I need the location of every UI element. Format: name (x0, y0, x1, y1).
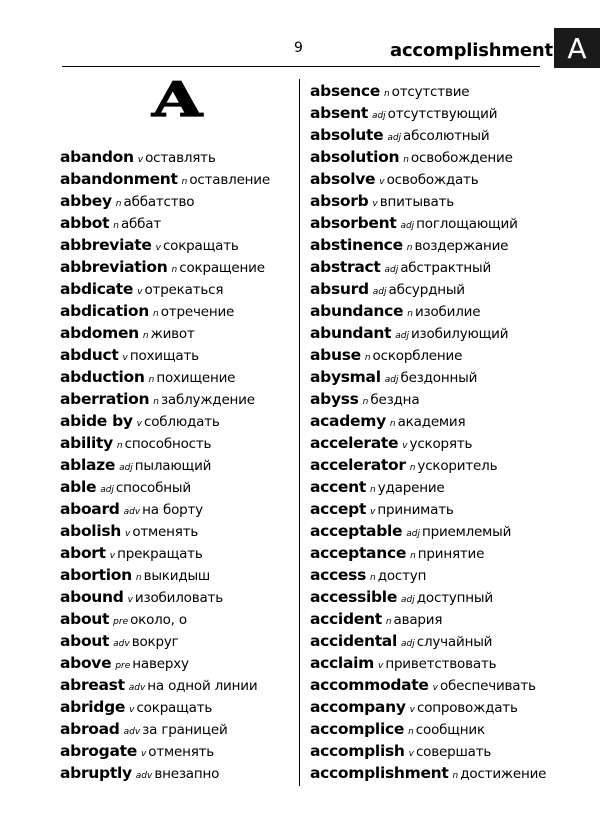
entry-headword: abrogate (60, 742, 137, 760)
entry-part-of-speech: adv (123, 507, 141, 517)
dictionary-entry (310, 190, 546, 212)
entry-headword: accessible (310, 588, 398, 606)
entry-translation: ускорять (409, 436, 473, 452)
entry-translation: способность (124, 436, 212, 452)
entry-part-of-speech: n (153, 397, 159, 407)
dictionary-entry (310, 674, 546, 696)
entry-part-of-speech: v (136, 419, 142, 429)
entry-part-of-speech: n (409, 463, 416, 473)
entry-part-of-speech: adj (372, 287, 387, 297)
dictionary-entry (310, 168, 546, 190)
entry-headword: accommodate (310, 676, 429, 694)
entry-translation: аббатство (123, 194, 195, 210)
entry-translation: около, о (130, 612, 187, 628)
entry-headword: abbot (60, 214, 110, 232)
dictionary-entry (310, 432, 546, 454)
entry-translation: бездонный (400, 370, 478, 386)
entry-translation: пылающий (134, 458, 212, 474)
entry-part-of-speech: n (153, 309, 159, 319)
entry-headword: accelerator (310, 456, 406, 474)
dictionary-entry (310, 146, 546, 168)
entry-part-of-speech: n (407, 309, 413, 319)
entry-headword: able (60, 478, 97, 496)
entry-part-of-speech: n (410, 551, 416, 561)
dictionary-entry (60, 630, 270, 652)
column-divider (299, 79, 300, 786)
entry-headword: accelerate (310, 434, 399, 452)
entry-translation: обеспечивать (439, 678, 536, 694)
entry-translation: доступ (377, 568, 427, 584)
entry-headword: accomplice (310, 720, 405, 738)
entry-translation: сокращать (162, 238, 239, 254)
entry-part-of-speech: v (127, 595, 133, 605)
entry-part-of-speech: adv (128, 683, 146, 693)
entry-part-of-speech: n (113, 221, 119, 231)
entry-headword: accept (310, 500, 367, 518)
dictionary-entry (310, 124, 546, 146)
entry-part-of-speech: v (140, 749, 147, 759)
entry-part-of-speech: n (403, 155, 409, 165)
dictionary-entry (60, 476, 270, 498)
dictionary-entry (60, 762, 270, 784)
entry-part-of-speech: adv (123, 727, 141, 737)
entry-part-of-speech: n (383, 89, 390, 99)
dictionary-entry (310, 542, 546, 564)
entry-headword: aberration (60, 390, 150, 408)
dictionary-entry (60, 586, 270, 608)
entry-headword: abduct (60, 346, 119, 364)
entry-translation: на одной линии (147, 678, 258, 694)
entry-translation: авария (393, 612, 443, 628)
dictionary-entry (60, 190, 270, 212)
entry-headword: abyss (310, 390, 359, 408)
entry-translation: доступный (416, 590, 493, 606)
entry-part-of-speech: adj (384, 375, 399, 385)
dictionary-entry (60, 146, 270, 168)
entry-headword: abreast (60, 676, 125, 694)
dictionary-entry (60, 432, 270, 454)
entry-part-of-speech: adj (371, 111, 386, 121)
dictionary-entry (310, 256, 546, 278)
entry-translation: отменять (132, 524, 199, 540)
dictionary-entry (310, 608, 546, 630)
dictionary-entry (310, 410, 546, 432)
entry-part-of-speech: n (148, 375, 155, 385)
entry-part-of-speech: v (432, 683, 438, 693)
entry-headword: abbreviation (60, 258, 168, 276)
dictionary-entry (310, 322, 546, 344)
section-letter-heading: A (152, 72, 203, 128)
dictionary-entry (60, 608, 270, 630)
entry-part-of-speech: v (137, 155, 144, 165)
entry-part-of-speech: pre (115, 661, 131, 671)
entry-translation: ударение (377, 480, 445, 496)
entry-translation: прекращать (117, 546, 203, 562)
entry-translation: аббат (120, 216, 161, 232)
dictionary-entry (60, 652, 270, 674)
entry-translation: заблуждение (160, 392, 255, 408)
entry-part-of-speech: n (362, 397, 369, 407)
entry-part-of-speech: n (370, 573, 376, 583)
entry-translation: оставление (189, 172, 270, 188)
dictionary-entry (310, 630, 546, 652)
dictionary-entry (310, 762, 546, 784)
entry-translation: отсутствие (391, 84, 470, 100)
entry-part-of-speech: n (135, 573, 142, 583)
entry-part-of-speech: v (379, 177, 385, 187)
entry-part-of-speech: n (142, 331, 149, 341)
dictionary-entry (310, 586, 546, 608)
entry-part-of-speech: n (406, 243, 413, 253)
entry-headword: acceptance (310, 544, 407, 562)
entry-part-of-speech: adj (400, 639, 415, 649)
entry-part-of-speech: v (137, 287, 143, 297)
entry-translation: соблюдать (144, 414, 220, 430)
entry-part-of-speech: v (370, 507, 376, 517)
entry-headword: accomplish (310, 742, 405, 760)
dictionary-entry (60, 564, 270, 586)
dictionary-entry (60, 256, 270, 278)
dictionary-entry (60, 740, 270, 762)
entry-translation: абстрактный (400, 260, 492, 276)
entry-translation: внезапно (154, 766, 220, 782)
entry-headword: abdicate (60, 280, 134, 298)
entry-headword: accompany (310, 698, 406, 716)
left-column (60, 146, 270, 784)
entry-headword: abdication (60, 302, 150, 320)
entry-translation: сокращать (136, 700, 213, 716)
entry-translation: изобиловать (134, 590, 223, 606)
entry-translation: отменять (148, 744, 215, 760)
dictionary-entry (60, 696, 270, 718)
entry-headword: abdomen (60, 324, 139, 342)
dictionary-entry (310, 652, 546, 674)
entry-part-of-speech: v (402, 441, 408, 451)
entry-headword: abbreviate (60, 236, 152, 254)
entry-translation: отсутствующий (387, 106, 498, 122)
entry-translation: абсолютный (403, 128, 490, 144)
entry-headword: abandon (60, 148, 134, 166)
entry-part-of-speech: n (181, 177, 188, 187)
dictionary-entry (310, 80, 546, 102)
entry-headword: absorbent (310, 214, 397, 232)
entry-headword: aboard (60, 500, 120, 518)
entry-translation: сообщник (415, 722, 485, 738)
entry-headword: absolution (310, 148, 400, 166)
entry-part-of-speech: adj (100, 485, 114, 495)
dictionary-entry (310, 564, 546, 586)
entry-headword: abound (60, 588, 124, 606)
entry-translation: впитывать (379, 194, 455, 210)
entry-part-of-speech: n (389, 419, 396, 429)
entry-part-of-speech: adj (387, 133, 402, 143)
dictionary-entry (60, 718, 270, 740)
page-number: 9 (294, 40, 303, 56)
entry-part-of-speech: adj (119, 463, 133, 473)
entry-headword: abortion (60, 566, 132, 584)
entry-headword: absolve (310, 170, 376, 188)
entry-translation: бездна (370, 392, 420, 408)
entry-part-of-speech: adj (400, 221, 415, 231)
entry-headword: about (60, 610, 110, 628)
entry-headword: absurd (310, 280, 369, 298)
entry-translation: изобилующий (410, 326, 509, 342)
entry-headword: abolish (60, 522, 121, 540)
entry-part-of-speech: n (115, 199, 122, 209)
dictionary-entry (310, 212, 546, 234)
entry-translation: сопровождать (416, 700, 518, 716)
entry-translation: наверху (132, 656, 189, 672)
entry-translation: живот (150, 326, 195, 342)
guide-word: accomplishment (390, 40, 553, 61)
entry-headword: above (60, 654, 112, 672)
entry-headword: absolute (310, 126, 384, 144)
dictionary-entry (60, 212, 270, 234)
entry-translation: за границей (142, 722, 228, 738)
entry-headword: abroad (60, 720, 120, 738)
entry-part-of-speech: adj (401, 595, 415, 605)
entry-headword: abandonment (60, 170, 178, 188)
dictionary-entry (60, 278, 270, 300)
entry-headword: abstinence (310, 236, 403, 254)
dictionary-entry (310, 476, 546, 498)
dictionary-entry (60, 344, 270, 366)
entry-part-of-speech: adj (395, 331, 409, 341)
entry-translation: изобилие (414, 304, 481, 320)
entry-headword: academy (310, 412, 386, 430)
entry-part-of-speech: v (408, 749, 414, 759)
entry-headword: abuse (310, 346, 361, 364)
entry-translation: академия (397, 414, 466, 430)
dictionary-entry (60, 322, 270, 344)
dictionary-entry (60, 454, 270, 476)
entry-part-of-speech: v (109, 551, 116, 561)
entry-translation: приветствовать (385, 656, 497, 672)
entry-translation: принимать (377, 502, 454, 518)
entry-headword: abundance (310, 302, 404, 320)
entry-translation: поглощающий (416, 216, 518, 232)
dictionary-entry (60, 168, 270, 190)
dictionary-entry (60, 300, 270, 322)
entry-translation: оскорбление (372, 348, 463, 364)
entry-translation: ускоритель (417, 458, 498, 474)
entry-headword: abruptly (60, 764, 132, 782)
entry-translation: отречение (160, 304, 235, 320)
entry-part-of-speech: v (409, 705, 415, 715)
dictionary-entry (310, 454, 546, 476)
entry-part-of-speech: v (372, 199, 378, 209)
entry-translation: похищать (129, 348, 199, 364)
entry-headword: abduction (60, 368, 145, 386)
entry-translation: способный (115, 480, 191, 496)
entry-part-of-speech: v (155, 243, 161, 253)
entry-part-of-speech: n (116, 441, 123, 451)
dictionary-entry (310, 388, 546, 410)
entry-translation: освобождение (410, 150, 513, 166)
entry-translation: отрекаться (144, 282, 224, 298)
entry-headword: ability (60, 434, 113, 452)
entry-translation: оставлять (145, 150, 216, 166)
entry-part-of-speech: adj (384, 265, 399, 275)
entry-headword: accent (310, 478, 366, 496)
dictionary-entry (60, 388, 270, 410)
dictionary-entry (60, 498, 270, 520)
entry-headword: acclaim (310, 654, 374, 672)
dictionary-entry (60, 542, 270, 564)
dictionary-entry (310, 234, 546, 256)
letter-tab[interactable]: A (554, 28, 600, 68)
dictionary-entry (310, 102, 546, 124)
dictionary-entry (60, 234, 270, 256)
entry-part-of-speech: n (370, 485, 376, 495)
entry-headword: abysmal (310, 368, 381, 386)
entry-headword: abide by (60, 412, 133, 430)
entry-translation: на борту (142, 502, 203, 518)
entry-translation: приемлемый (421, 524, 512, 540)
dictionary-entry (310, 696, 546, 718)
dictionary-entry (310, 366, 546, 388)
entry-translation: достижение (460, 766, 547, 782)
entry-headword: absence (310, 82, 380, 100)
entry-headword: abundant (310, 324, 392, 342)
dictionary-entry (310, 740, 546, 762)
entry-translation: выкидыш (143, 568, 211, 584)
entry-headword: acceptable (310, 522, 403, 540)
dictionary-entry (60, 674, 270, 696)
entry-headword: abort (60, 544, 106, 562)
entry-headword: abstract (310, 258, 381, 276)
entry-headword: accomplishment (310, 764, 449, 782)
dictionary-entry (60, 410, 270, 432)
entry-part-of-speech: n (408, 727, 414, 737)
entry-translation: вокруг (131, 634, 179, 650)
entry-part-of-speech: v (129, 705, 135, 715)
entry-part-of-speech: v (122, 353, 128, 363)
dictionary-entry (60, 366, 270, 388)
entry-part-of-speech: n (364, 353, 371, 363)
dictionary-entry (310, 520, 546, 542)
entry-part-of-speech: n (385, 617, 392, 627)
dictionary-entry (310, 498, 546, 520)
entry-headword: access (310, 566, 366, 584)
dictionary-entry (310, 300, 546, 322)
entry-part-of-speech: v (125, 529, 131, 539)
entry-translation: освобождать (386, 172, 479, 188)
dictionary-entry (310, 718, 546, 740)
entry-headword: abbey (60, 192, 112, 210)
entry-translation: случайный (416, 634, 493, 650)
dictionary-entry (310, 344, 546, 366)
header-divider (62, 66, 540, 67)
dictionary-entry (60, 520, 270, 542)
entry-headword: ablaze (60, 456, 116, 474)
entry-part-of-speech: n (171, 265, 178, 275)
entry-part-of-speech: pre (113, 617, 129, 627)
entry-headword: accident (310, 610, 382, 628)
entry-part-of-speech: adj (406, 529, 420, 539)
entry-translation: похищение (156, 370, 236, 386)
entry-part-of-speech: v (377, 661, 384, 671)
entry-part-of-speech: n (452, 771, 459, 781)
entry-headword: absorb (310, 192, 369, 210)
entry-headword: absent (310, 104, 368, 122)
dictionary-entry (310, 278, 546, 300)
entry-translation: сокращение (179, 260, 265, 276)
entry-translation: воздержание (414, 238, 509, 254)
entry-headword: abridge (60, 698, 126, 716)
entry-translation: принятие (417, 546, 485, 562)
right-column (310, 80, 546, 784)
entry-translation: абсурдный (388, 282, 465, 298)
entry-headword: about (60, 632, 110, 650)
entry-translation: совершать (415, 744, 492, 760)
entry-part-of-speech: adv (135, 771, 153, 781)
entry-part-of-speech: adv (113, 639, 130, 649)
entry-headword: accidental (310, 632, 397, 650)
